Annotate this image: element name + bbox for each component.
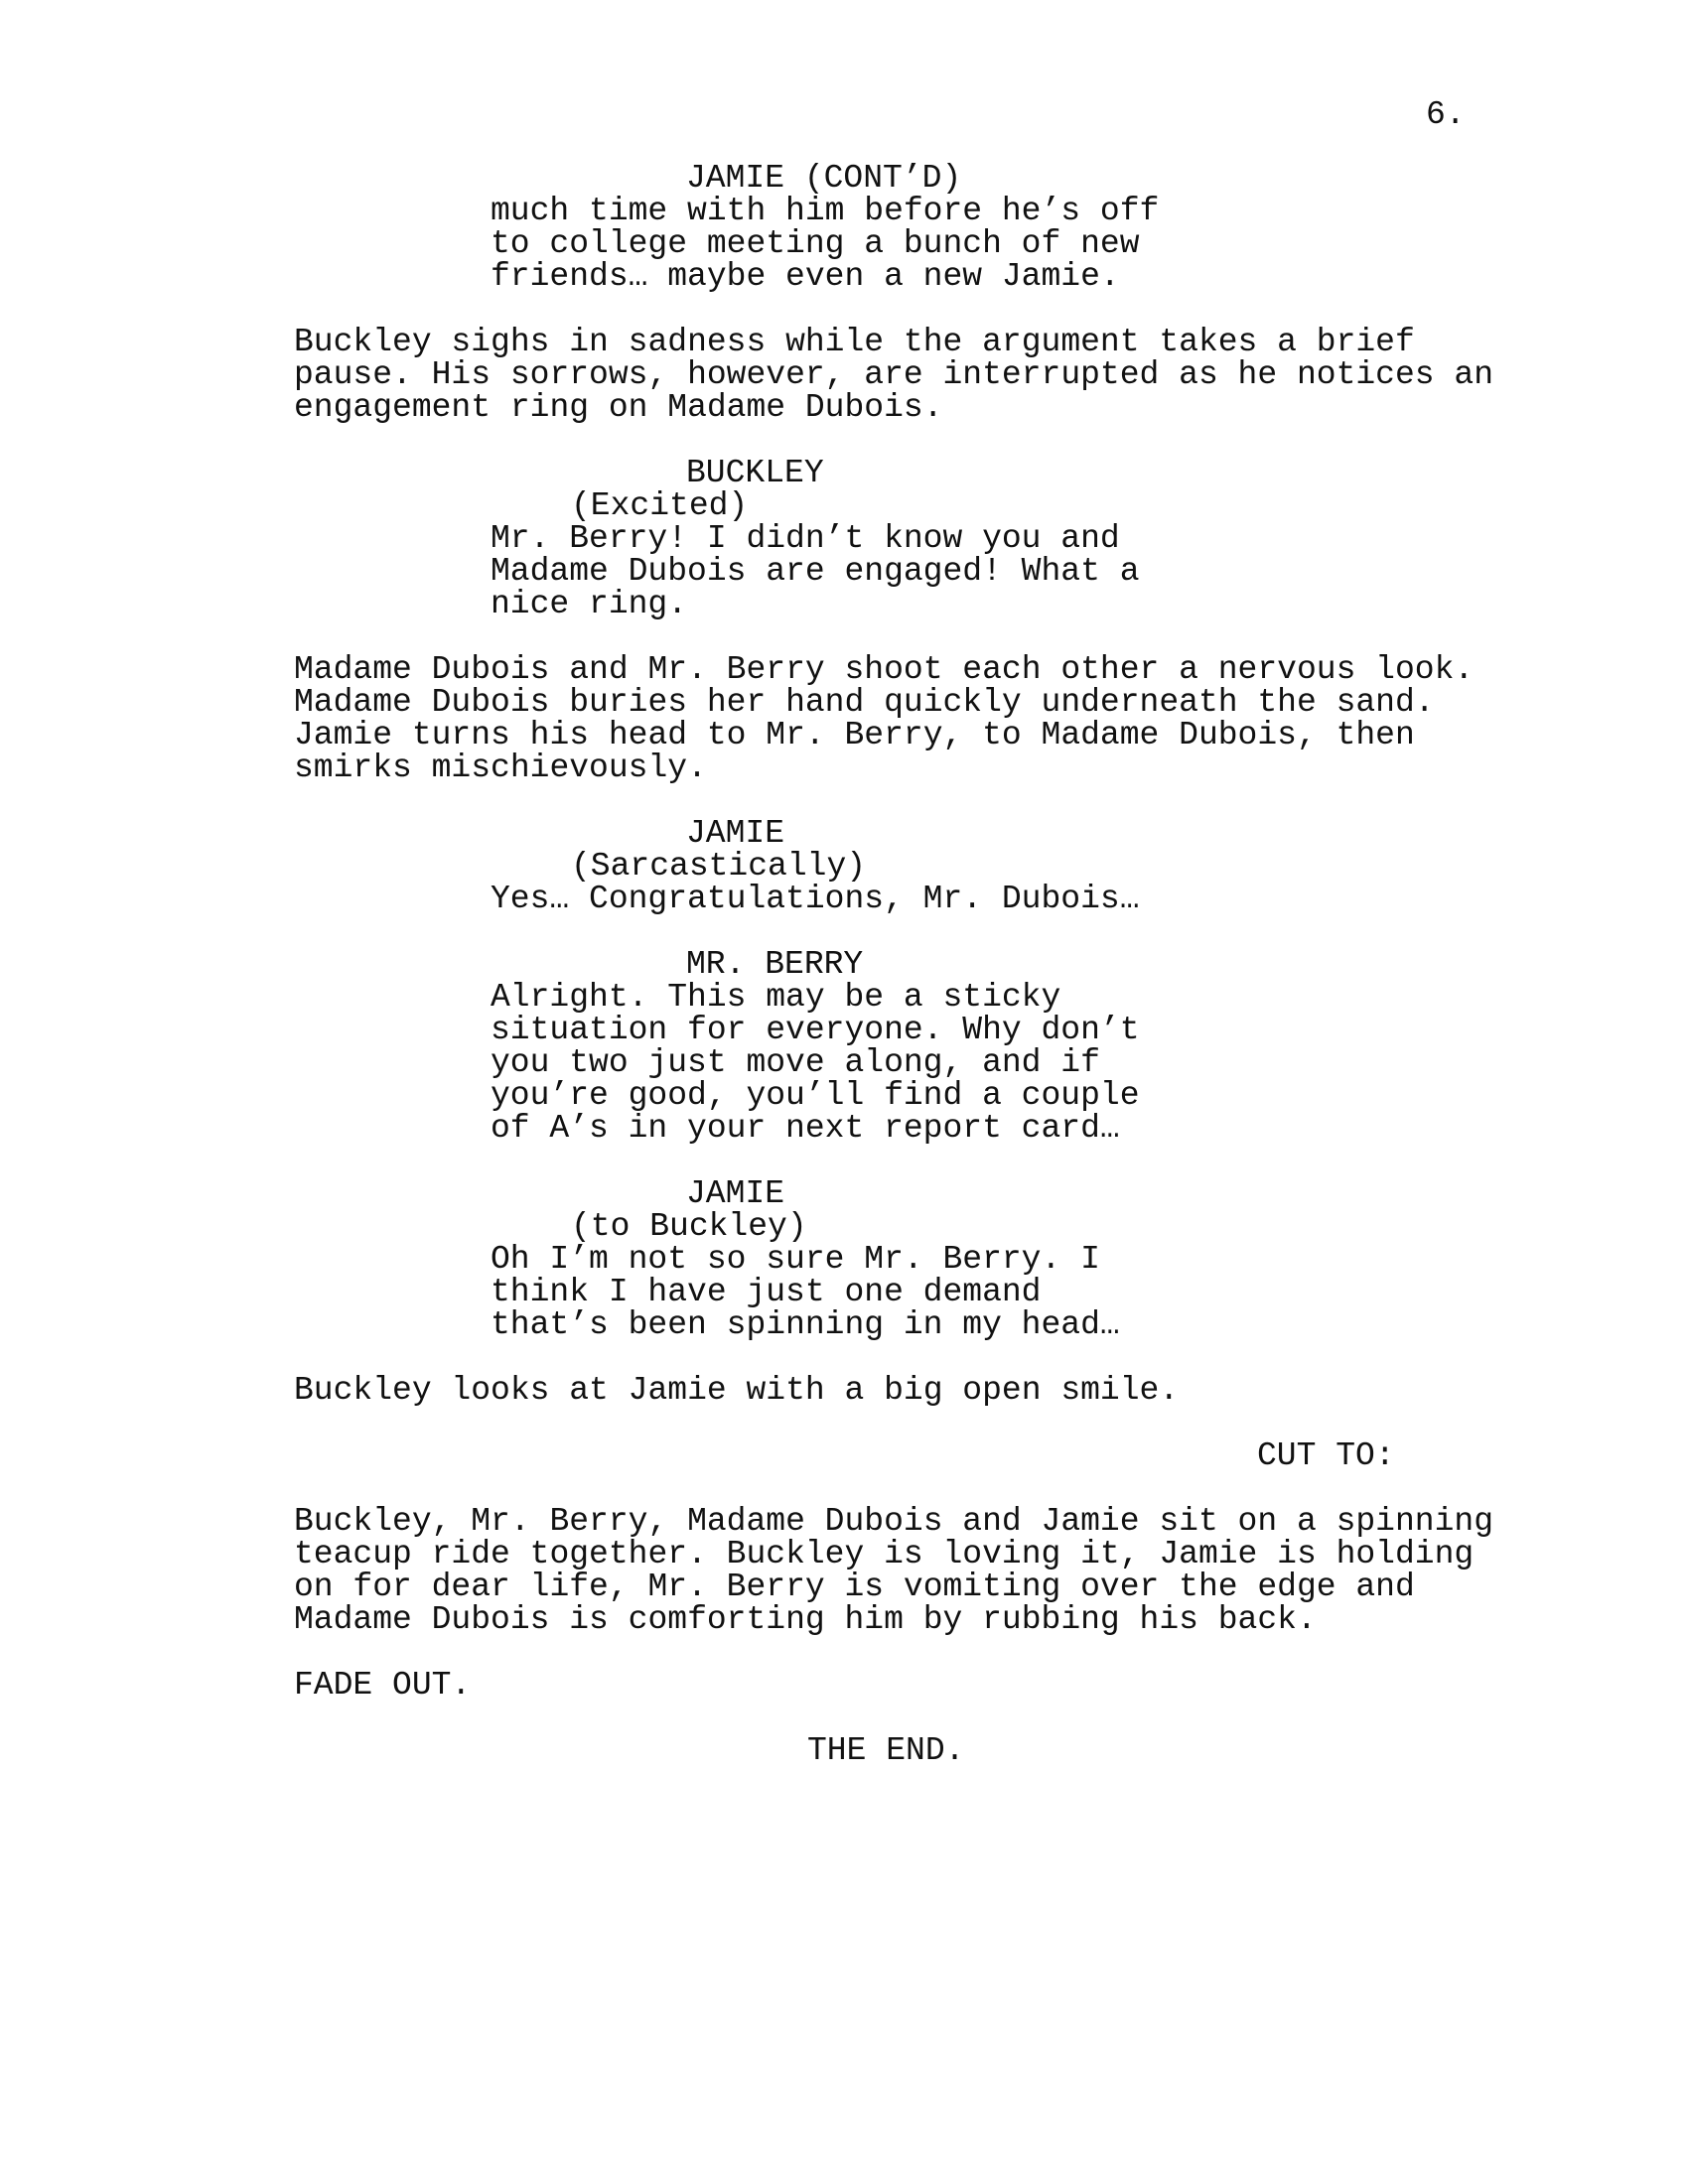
character-name: JAMIE xyxy=(686,1175,785,1212)
dialogue-line: Alright. This may be a sticky xyxy=(491,979,1061,1016)
action-line: Madame Dubois and Mr. Berry shoot each other a nervous look. xyxy=(294,651,1475,688)
character-name: MR. BERRY xyxy=(686,946,864,983)
the-end: THE END. xyxy=(807,1732,965,1769)
action-line: teacup ride together. Buckley is loving it, Jamie is holding xyxy=(294,1536,1475,1572)
dialogue-line: friends… maybe even a new Jamie. xyxy=(491,258,1120,295)
character-name: JAMIE (CONT’D) xyxy=(686,160,962,197)
dialogue-line: situation for everyone. Why don’t xyxy=(491,1012,1140,1048)
character-name: JAMIE xyxy=(686,815,785,852)
page-number: 6. xyxy=(1426,96,1466,133)
action-line: Buckley sighs in sadness while the argument takes a brief xyxy=(294,324,1415,360)
dialogue-line: Oh I’m not so sure Mr. Berry. I xyxy=(491,1241,1100,1278)
action-line: Jamie turns his head to Mr. Berry, to Madame Dubois, then xyxy=(294,717,1415,753)
action-line: Madame Dubois is comforting him by rubbing his back. xyxy=(294,1601,1317,1638)
action-line: Buckley, Mr. Berry, Madame Dubois and Jamie sit on a spinning xyxy=(294,1503,1493,1540)
transition: CUT TO: xyxy=(1257,1437,1395,1474)
dialogue-line: to college meeting a bunch of new xyxy=(491,225,1140,262)
dialogue-line: you’re good, you’ll find a couple xyxy=(491,1077,1140,1114)
action-line: Madame Dubois buries her hand quickly underneath the sand. xyxy=(294,684,1435,721)
dialogue-line: Mr. Berry! I didn’t know you and xyxy=(491,520,1120,557)
dialogue-line: nice ring. xyxy=(491,586,688,622)
action-line: pause. His sorrows, however, are interrupted as he notices an xyxy=(294,356,1493,393)
parenthetical: (Excited) xyxy=(571,487,749,524)
dialogue-line: much time with him before he’s off xyxy=(491,193,1160,229)
dialogue-line: Madame Dubois are engaged! What a xyxy=(491,553,1140,590)
dialogue-line: think I have just one demand xyxy=(491,1274,1042,1310)
dialogue-line: that’s been spinning in my head… xyxy=(491,1306,1120,1343)
dialogue-line: you two just move along, and if xyxy=(491,1044,1100,1081)
character-name: BUCKLEY xyxy=(686,455,824,491)
dialogue-line: of A’s in your next report card… xyxy=(491,1110,1120,1147)
dialogue-line: Yes… Congratulations, Mr. Dubois… xyxy=(491,881,1140,917)
action-line: engagement ring on Madame Dubois. xyxy=(294,389,943,426)
action-line: Buckley looks at Jamie with a big open smile. xyxy=(294,1372,1180,1409)
action-line: on for dear life, Mr. Berry is vomiting over the edge and xyxy=(294,1569,1415,1605)
parenthetical: (Sarcastically) xyxy=(571,848,867,885)
parenthetical: (to Buckley) xyxy=(571,1208,807,1245)
fade-out: FADE OUT. xyxy=(294,1667,472,1704)
action-line: smirks mischievously. xyxy=(294,750,707,786)
